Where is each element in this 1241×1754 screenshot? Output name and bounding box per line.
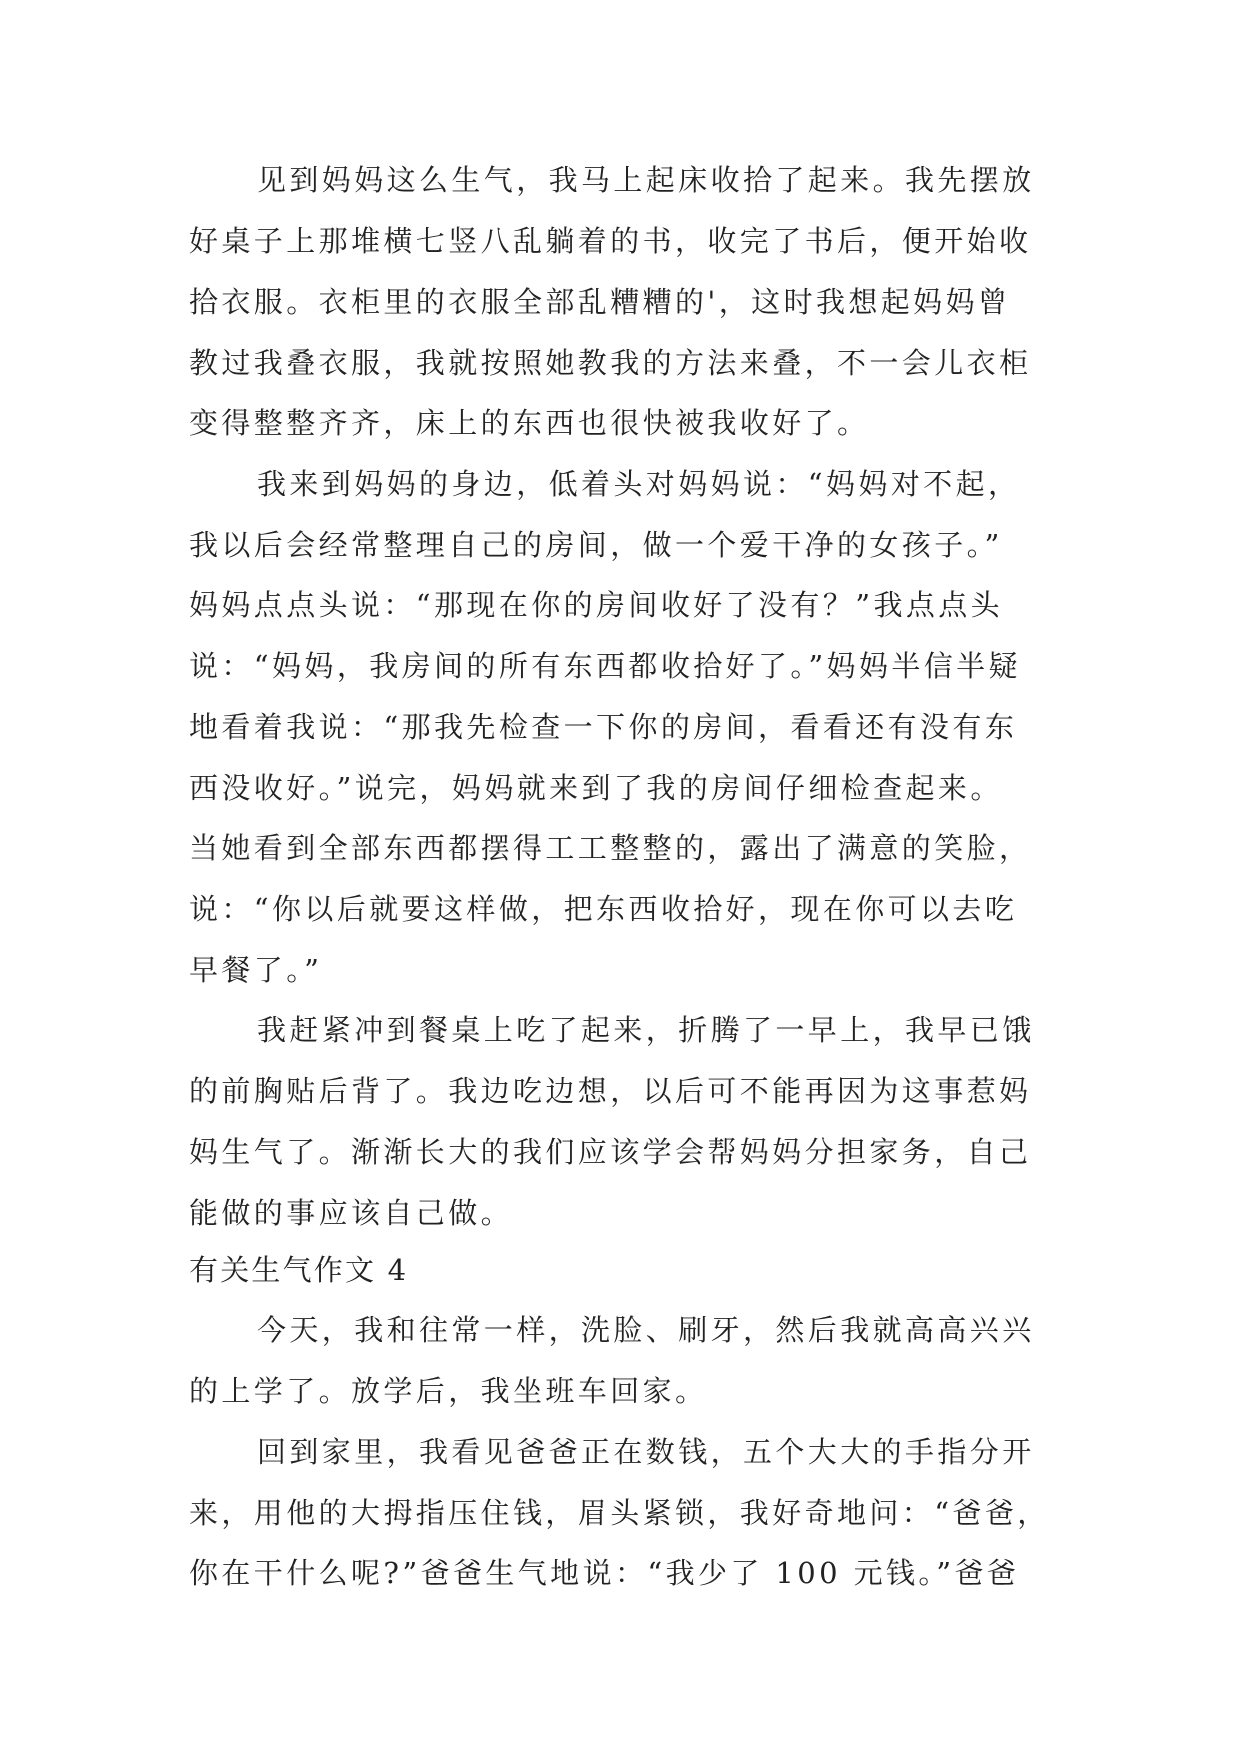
text-line: 说：“妈妈，我房间的所有东西都收拾好了。”妈妈半信半疑 — [189, 649, 1021, 683]
text-line: 当她看到全部东西都摆得工工整整的，露出了满意的笑脸， — [189, 831, 1032, 865]
text-line: 能做的事应该自己做。 — [189, 1196, 514, 1230]
text-line: 拾衣服。衣柜里的衣服全部乱糟糟的'，这时我想起妈妈曾 — [189, 285, 1011, 319]
text-line: 西没收好。”说完，妈妈就来到了我的房间仔细检查起来。 — [189, 771, 1003, 805]
text-line: 回到家里，我看见爸爸正在数钱，五个大大的手指分开 — [257, 1435, 1035, 1469]
text-line: 的上学了。放学后，我坐班车回家。 — [189, 1374, 708, 1408]
text-line: 我赶紧冲到餐桌上吃了起来，折腾了一早上，我早已饿 — [257, 1013, 1035, 1047]
text-line: 好桌子上那堆横七竖八乱躺着的书，收完了书后，便开始收 — [189, 224, 1032, 258]
text-line: 见到妈妈这么生气，我马上起床收拾了起来。我先摆放 — [257, 163, 1035, 197]
section-heading: 有关生气作文 4 — [189, 1253, 409, 1287]
text-line: 我以后会经常整理自己的房间，做一个爱干净的女孩子。” — [189, 528, 1003, 562]
text-line: 地看着我说：“那我先检查一下你的房间，看看还有没有东 — [189, 710, 1018, 744]
text-line: 我来到妈妈的身边，低着头对妈妈说：“妈妈对不起， — [257, 467, 1021, 501]
text-line: 你在干什么呢?”爸爸生气地说：“我少了 100 元钱。”爸爸 — [189, 1556, 1020, 1590]
text-line: 的前胸贴后背了。我边吃边想，以后可不能再因为这事惹妈 — [189, 1074, 1032, 1108]
text-line: 早餐了。” — [189, 953, 323, 987]
text-line: 妈妈点点头说：“那现在你的房间收好了没有？”我点点头 — [189, 588, 1004, 622]
text-line: 妈生气了。渐渐长大的我们应该学会帮妈妈分担家务，自己 — [189, 1135, 1032, 1169]
text-line: 今天，我和往常一样，洗脸、刷牙，然后我就高高兴兴 — [257, 1313, 1035, 1347]
text-line: 教过我叠衣服，我就按照她教我的方法来叠，不一会儿衣柜 — [189, 346, 1032, 380]
text-line: 说：“你以后就要这样做，把东西收拾好，现在你可以去吃 — [189, 892, 1018, 926]
text-line: 来，用他的大拇指压住钱，眉头紧锁，我好奇地问：“爸爸， — [189, 1496, 1050, 1530]
text-line: 变得整整齐齐，床上的东西也很快被我收好了。 — [189, 406, 870, 440]
